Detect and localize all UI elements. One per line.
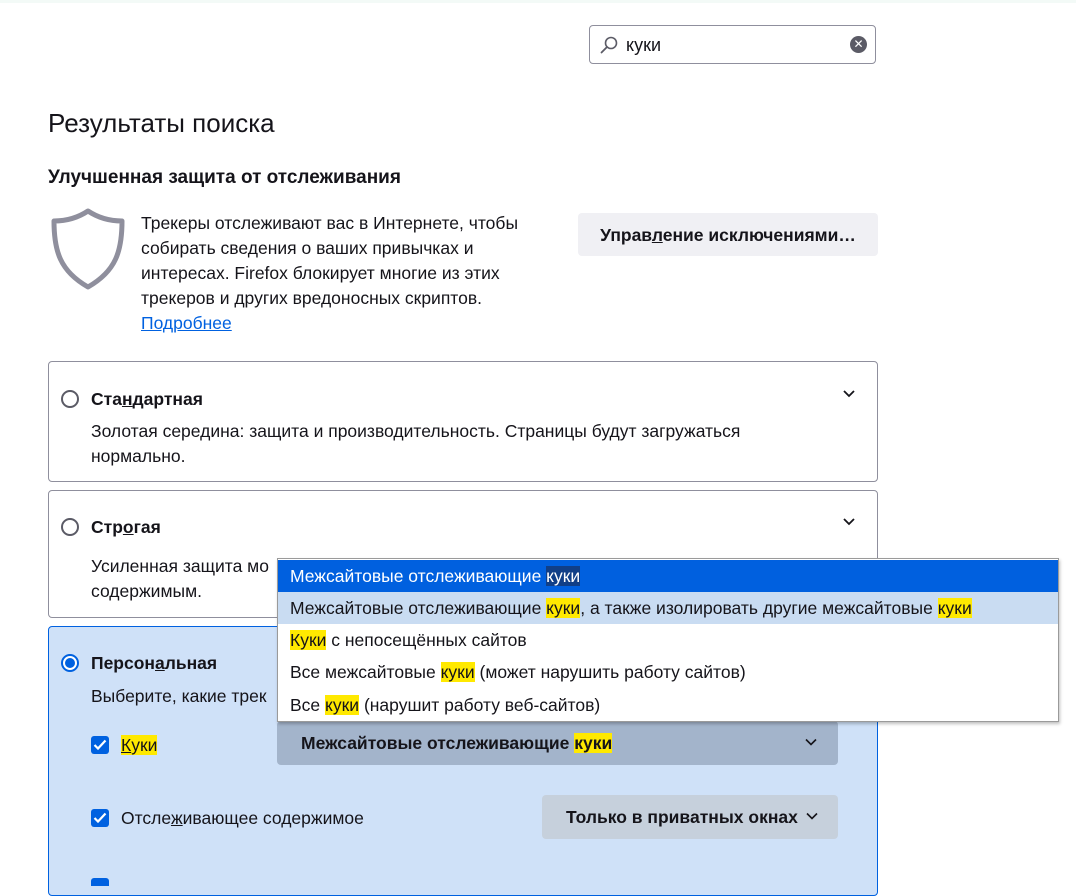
shield-icon <box>50 207 126 291</box>
mode-standard-card[interactable] <box>48 361 878 482</box>
cookies-label: Куки <box>121 735 158 755</box>
clear-icon[interactable]: ✕ <box>850 36 867 53</box>
tracking-content-select[interactable] <box>542 795 838 839</box>
cookies-checkbox[interactable] <box>91 736 109 754</box>
top-border <box>0 0 1076 3</box>
strict-description: Усиленная защита мо содержимым. <box>91 556 269 601</box>
dropdown-option[interactable]: Куки с непосещённых сайтов <box>290 630 527 650</box>
section-title: Улучшенная защита от отслеживания <box>48 167 401 188</box>
chevron-down-icon <box>805 738 817 746</box>
chevron-down-icon[interactable] <box>842 517 856 527</box>
search-icon <box>599 35 619 55</box>
strict-title: Строгая <box>91 517 161 537</box>
cookies-select[interactable] <box>277 721 838 765</box>
manage-exceptions-button[interactable]: Управление исключениями… <box>578 213 878 256</box>
cookies-dropdown-list[interactable] <box>277 558 1059 722</box>
dropdown-option[interactable]: Все межсайтовые куки (может нарушить работу сайтов) <box>290 662 746 682</box>
page-title: Результаты поиска <box>48 108 275 138</box>
dropdown-option[interactable]: Все куки (нарушит работу веб-сайтов) <box>290 695 601 715</box>
section-description: Трекеры отслеживают вас в Интернете, чтобы собирать сведения о ваших привычках и интересах. Firefox блокирует многие из этих трекеров и других вредоносных скриптов. Подробнее <box>141 213 519 333</box>
search-field[interactable] <box>589 25 876 64</box>
tracking-content-label: Отслеживающее содержимое <box>121 808 364 828</box>
tracking-content-checkbox[interactable] <box>91 809 109 827</box>
custom-description: Выберите, какие трек <box>91 686 267 706</box>
standard-title: Стандартная <box>91 389 203 409</box>
cookies-select-value: Межсайтовые отслеживающие куки <box>301 733 613 753</box>
standard-description: Золотая середина: защита и производительность. Страницы будут загружаться нормально. <box>91 421 741 466</box>
custom-radio[interactable] <box>61 654 79 672</box>
dropdown-option[interactable]: Межсайтовые отслеживающие куки <box>278 560 1058 592</box>
dropdown-option[interactable]: Межсайтовые отслеживающие куки, а также изолировать другие межсайтовые куки <box>278 592 1058 624</box>
tracking-content-select-value: Только в приватных окнах <box>566 807 798 827</box>
chevron-down-icon <box>806 812 818 820</box>
search-input[interactable] <box>626 33 836 57</box>
chevron-down-icon[interactable] <box>842 389 856 399</box>
strict-radio[interactable] <box>61 518 79 536</box>
standard-radio[interactable] <box>61 390 79 408</box>
custom-title: Персональная <box>91 653 218 673</box>
learn-more-link[interactable]: Подробнее <box>141 313 232 333</box>
